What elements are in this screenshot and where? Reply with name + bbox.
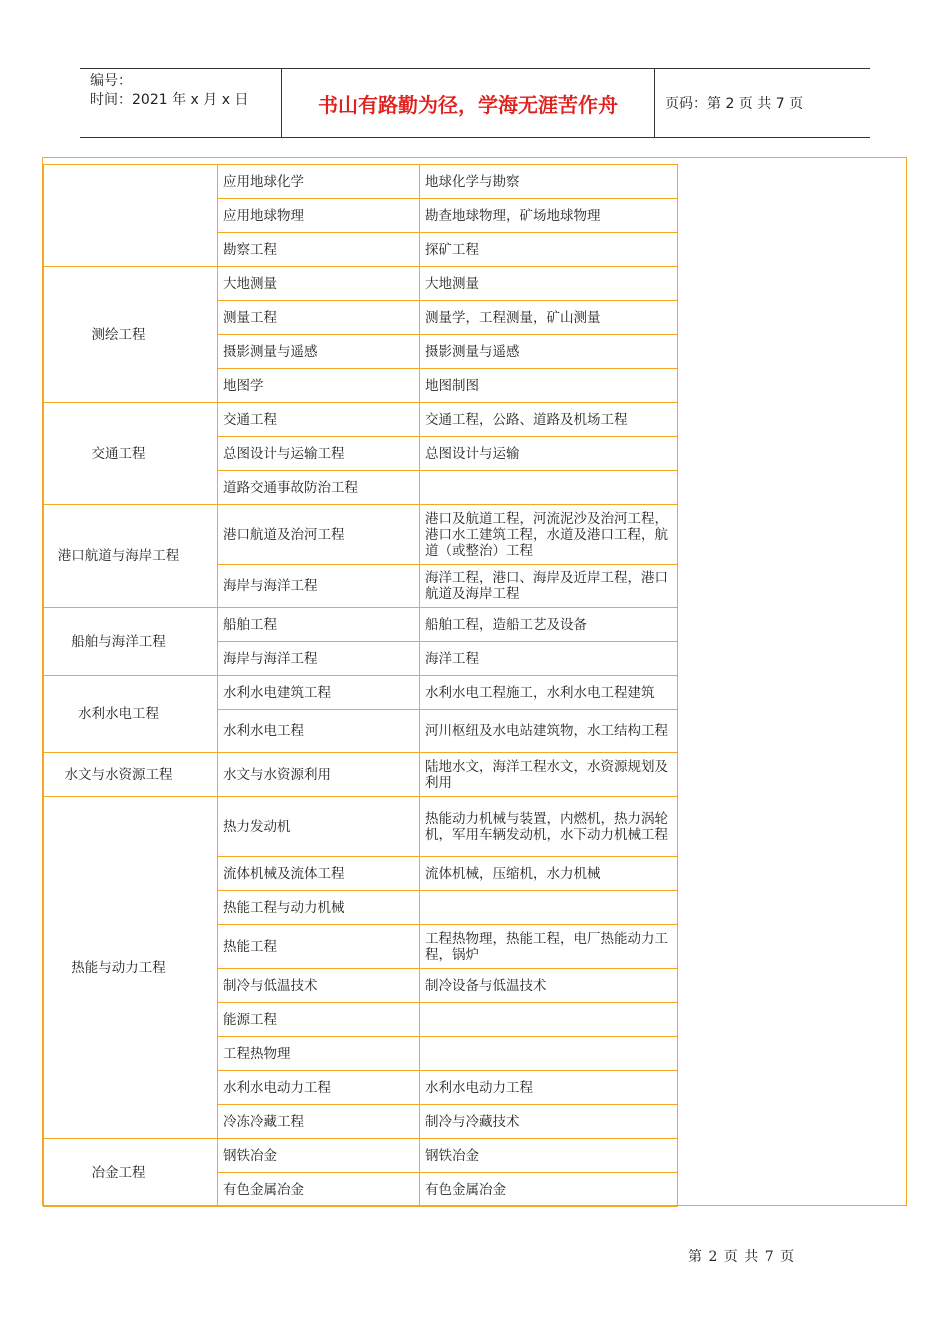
table-row [44, 505, 678, 565]
old-major-cell: 制冷与冷藏技术 [420, 1105, 678, 1139]
table-row [44, 608, 678, 642]
major-table-body [44, 165, 678, 1207]
old-major-cell: 热能动力机械与装置，内燃机，热力涡轮机，军用车辆发动机，水下动力机械工程 [420, 797, 678, 857]
content-frame [42, 157, 907, 1206]
major-cell: 热力发动机 [218, 797, 420, 857]
table-row [44, 797, 678, 857]
table-row [44, 165, 678, 199]
page-header [80, 68, 870, 138]
major-cell: 冷冻冷藏工程 [218, 1105, 420, 1139]
old-major-cell: 海洋工程 [420, 642, 678, 676]
category-cell [44, 608, 218, 676]
major-cell: 测量工程 [218, 301, 420, 335]
major-cell: 勘察工程 [218, 233, 420, 267]
category-label: 水文与水资源工程 [64, 766, 173, 783]
code-label: 编号： [90, 73, 132, 89]
major-cell: 水文与水资源利用 [218, 753, 420, 797]
old-major-cell: 交通工程，公路、道路及机场工程 [420, 403, 678, 437]
major-cell: 海岸与海洋工程 [218, 565, 420, 608]
category-label: 港口航道与海岸工程 [57, 548, 180, 564]
major-cell: 交通工程 [218, 403, 420, 437]
table-row [44, 676, 678, 710]
table-row [44, 1139, 678, 1173]
major-cell: 海岸与海洋工程 [218, 642, 420, 676]
major-cell: 大地测量 [218, 267, 420, 301]
major-cell: 地图学 [218, 369, 420, 403]
old-major-cell: 工程热物理，热能工程，电厂热能动力工程，锅炉 [420, 925, 678, 969]
category-cell [44, 1139, 218, 1207]
major-cell: 钢铁冶金 [218, 1139, 420, 1173]
category-label: 冶金工程 [91, 1164, 146, 1181]
old-major-cell: 流体机械，压缩机，水力机械 [420, 857, 678, 891]
header-motto [282, 69, 655, 137]
category-cell [44, 797, 218, 1139]
major-cell: 水利水电建筑工程 [218, 676, 420, 710]
old-major-cell [420, 1003, 678, 1037]
category-cell [44, 165, 218, 267]
old-major-cell: 船舶工程，造船工艺及设备 [420, 608, 678, 642]
major-cell: 应用地球化学 [218, 165, 420, 199]
category-label: 测绘工程 [91, 326, 146, 343]
old-major-cell: 大地测量 [420, 267, 678, 301]
major-cell: 应用地球物理 [218, 199, 420, 233]
old-major-cell: 勘查地球物理，矿场地球物理 [420, 199, 678, 233]
time-label: 时间：2021 年 x 月 x 日 [90, 92, 249, 108]
page-footer: 第 2 页 共 7 页 [688, 1249, 796, 1265]
header-page-info: 页码：第 2 页 共 7 页 [665, 96, 804, 112]
major-cell: 制冷与低温技术 [218, 969, 420, 1003]
major-cell: 船舶工程 [218, 608, 420, 642]
old-major-cell: 河川枢纽及水电站建筑物，水工结构工程 [420, 710, 678, 753]
old-major-cell: 港口及航道工程，河流泥沙及治河工程，港口水工建筑工程，水道及港口工程，航道（或整治）工程 [420, 505, 678, 565]
major-cell: 港口航道及治河工程 [218, 505, 420, 565]
old-major-cell: 测量学，工程测量，矿山测量 [420, 301, 678, 335]
major-cell: 摄影测量与遥感 [218, 335, 420, 369]
major-cell: 总图设计与运输工程 [218, 437, 420, 471]
header-meta [80, 69, 282, 137]
major-cell: 流体机械及流体工程 [218, 857, 420, 891]
old-major-cell: 水利水电工程施工，水利水电工程建筑 [420, 676, 678, 710]
major-cell: 热能工程与动力机械 [218, 891, 420, 925]
old-major-cell [420, 891, 678, 925]
category-cell [44, 505, 218, 608]
category-cell [44, 753, 218, 797]
old-major-cell: 摄影测量与遥感 [420, 335, 678, 369]
category-cell [44, 267, 218, 403]
table-row [44, 267, 678, 301]
old-major-cell: 制冷设备与低温技术 [420, 969, 678, 1003]
old-major-cell: 地图制图 [420, 369, 678, 403]
old-major-cell: 探矿工程 [420, 233, 678, 267]
major-cell: 能源工程 [218, 1003, 420, 1037]
category-label: 热能与动力工程 [71, 959, 166, 976]
category-label: 交通工程 [91, 445, 146, 462]
major-cell: 热能工程 [218, 925, 420, 969]
major-cell: 道路交通事故防治工程 [218, 471, 420, 505]
major-cell: 水利水电动力工程 [218, 1071, 420, 1105]
old-major-cell: 总图设计与运输 [420, 437, 678, 471]
old-major-cell: 海洋工程，港口、海岸及近岸工程，港口航道及海岸工程 [420, 565, 678, 608]
major-cell: 水利水电工程 [218, 710, 420, 753]
old-major-cell [420, 471, 678, 505]
old-major-cell: 钢铁冶金 [420, 1139, 678, 1173]
old-major-cell: 水利水电动力工程 [420, 1071, 678, 1105]
major-cell: 有色金属冶金 [218, 1173, 420, 1207]
category-cell [44, 403, 218, 505]
old-major-cell: 地球化学与勘察 [420, 165, 678, 199]
major-table [43, 164, 678, 1207]
old-major-cell [420, 1037, 678, 1071]
old-major-cell: 有色金属冶金 [420, 1173, 678, 1207]
table-row [44, 403, 678, 437]
category-label: 水利水电工程 [78, 706, 159, 722]
table-row [44, 753, 678, 797]
old-major-cell: 陆地水文，海洋工程水文，水资源规划及利用 [420, 753, 678, 797]
category-label: 船舶与海洋工程 [71, 633, 166, 650]
category-cell [44, 676, 218, 753]
motto-text: 书山有路勤为径，学海无涯苦作舟 [318, 92, 618, 117]
major-cell: 工程热物理 [218, 1037, 420, 1071]
